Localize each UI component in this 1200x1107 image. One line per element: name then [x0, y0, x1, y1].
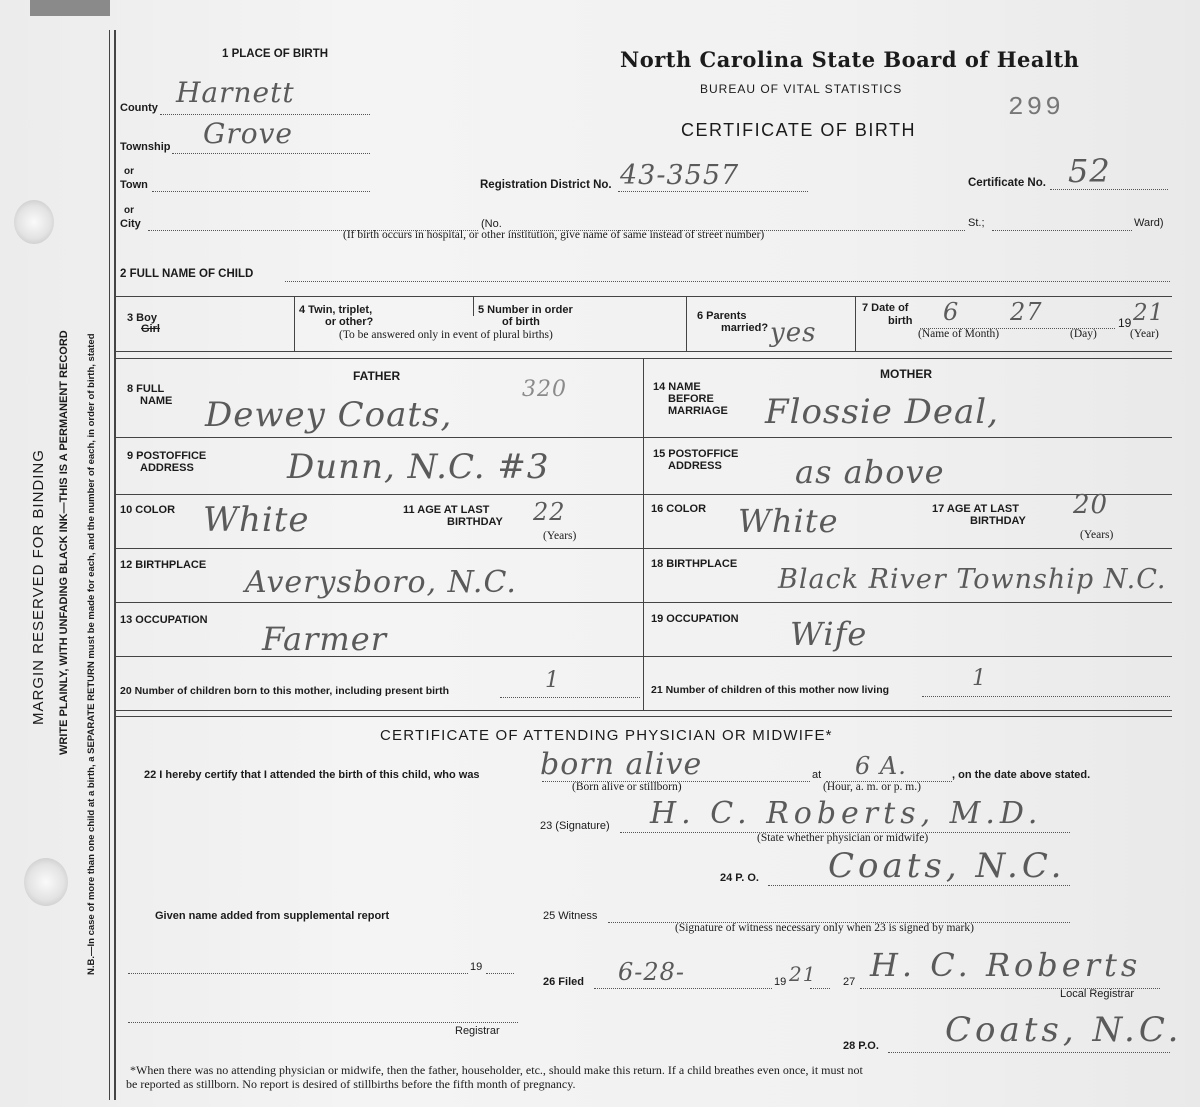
sex-girl-label: Girl	[141, 323, 160, 335]
mother-years-note: (Years)	[1080, 529, 1114, 541]
top-tab	[30, 0, 110, 16]
father-heading: FATHER	[353, 369, 401, 383]
nb-label: N.B.—In case of more than one child at a birth, a SEPARATE RETURN must be made for each, and the number of each, in order of birth, stated	[86, 333, 97, 975]
father-name-annotation: 320	[522, 377, 567, 402]
mother-po-label: 15 POSTOFFICE	[653, 448, 739, 460]
po28-label: 28 P.O.	[843, 1040, 879, 1052]
physician-heading: CERTIFICATE OF ATTENDING PHYSICIAN OR MIDWIFE*	[380, 727, 833, 744]
witness-note: (Signature of witness necessary only when 23 is signed by mark)	[675, 922, 974, 934]
stamp-number: 299	[1008, 92, 1064, 122]
plural-note: (To be answered only in event of plural births)	[339, 329, 553, 341]
parents-married-label-2: married?	[721, 322, 769, 334]
mother-name-value: Flossie Deal,	[765, 392, 999, 432]
certificate-number-value: 52	[1068, 152, 1111, 190]
father-birthplace-label: 12 BIRTHPLACE	[120, 559, 207, 571]
father-occupation-label: 13 OCCUPATION	[120, 614, 208, 626]
binding-hole-top	[14, 200, 54, 244]
born-alive-note: (Born alive or stillborn)	[572, 781, 682, 793]
at-label: at	[812, 769, 822, 781]
registration-district-value: 43-3557	[620, 160, 740, 191]
binding-hole-bottom	[24, 858, 68, 906]
mother-age-label-2: BIRTHDAY	[970, 515, 1026, 527]
birth-order-label-2: of birth	[502, 316, 540, 328]
certify-label: 22 I hereby certify that I attended the birth of this child, who was	[144, 769, 480, 781]
township-value: Grove	[203, 117, 293, 150]
hour-value: 6 A.	[855, 752, 907, 780]
place-of-birth-heading: 1 PLACE OF BIRTH	[222, 48, 329, 60]
father-po-label: 9 POSTOFFICE	[127, 450, 207, 462]
twin-label-2: or other?	[325, 316, 374, 328]
hospital-note: (If birth occurs in hospital, or other institution, give name of same instead of street number)	[343, 229, 765, 241]
mother-heading: MOTHER	[880, 367, 932, 381]
child-name-label: 2 FULL NAME OF CHILD	[120, 268, 254, 280]
street-label: St.;	[968, 217, 985, 229]
mother-age-label: 17 AGE AT LAST	[932, 503, 1019, 515]
mother-occupation-label: 19 OCCUPATION	[651, 613, 739, 625]
permanent-record-label: WRITE PLAINLY, WITH UNFADING BLACK INK—THIS IS A PERMANENT RECORD	[58, 330, 70, 755]
birth-year-prefix: 19	[1118, 316, 1132, 330]
mother-name-label: 14 NAME	[653, 381, 701, 393]
father-color-label: 10 COLOR	[120, 504, 176, 516]
date-stated-label: , on the date above stated.	[952, 769, 1091, 781]
po24-label: 24 P. O.	[720, 872, 759, 884]
board-title: North Carolina State Board of Health	[620, 47, 1080, 72]
mother-po-label-2: ADDRESS	[668, 460, 722, 472]
birth-day-value: 27	[1010, 298, 1043, 326]
father-po-value: Dunn, N.C. #3	[287, 447, 550, 487]
birth-month-value: 6	[943, 298, 960, 326]
mother-birthplace-value: Black River Township N.C.	[778, 564, 1167, 595]
hour-note: (Hour, a. m. or p. m.)	[823, 781, 921, 793]
witness-label: 25 Witness	[543, 910, 598, 922]
supplemental-label: Given name added from supplemental report	[155, 910, 390, 922]
father-age-value: 22	[533, 498, 566, 526]
filed-year-prefix: 19	[774, 976, 787, 988]
town-label: Town	[120, 179, 148, 191]
year-note: (Year)	[1130, 328, 1159, 340]
father-birthplace-value: Averysboro, N.C.	[245, 565, 517, 600]
twin-label: 4 Twin, triplet,	[299, 304, 373, 316]
township-label: Township	[120, 141, 171, 153]
children-born-value: 1	[545, 668, 560, 693]
date-of-birth-label: 7 Date of	[862, 302, 909, 314]
filed-label: 26 Filed	[543, 976, 584, 988]
local-registrar-label: Local Registrar	[1060, 988, 1134, 1000]
signature-label: 23 (Signature)	[540, 820, 610, 832]
father-name-value: Dewey Coats,	[205, 395, 453, 435]
father-occupation-value: Farmer	[262, 620, 387, 658]
filed-value: 6-28-	[618, 958, 686, 986]
father-age-label: 11 AGE AT LAST	[403, 504, 490, 516]
po24-value: Coats, N.C.	[828, 846, 1066, 886]
form-left-border	[114, 30, 116, 1100]
city-label: City	[120, 218, 141, 230]
born-alive-value: born alive	[540, 747, 703, 782]
father-age-label-2: BIRTHDAY	[447, 516, 503, 528]
registrar-left-label: Registrar	[455, 1025, 500, 1037]
certificate-number-label: Certificate No.	[968, 177, 1046, 189]
state-note: (State whether physician or midwife)	[757, 832, 929, 844]
filed-year-value: 21	[789, 962, 817, 986]
ward-label: Ward)	[1134, 217, 1164, 229]
mother-name-label-2: BEFORE	[668, 393, 714, 405]
father-name-label-2: NAME	[140, 395, 173, 407]
month-note: (Name of Month)	[918, 328, 1000, 340]
or-label-1: or	[124, 166, 134, 177]
mother-name-label-3: MARRIAGE	[668, 405, 728, 417]
or-label-2: or	[124, 205, 134, 216]
footnote-line-1: *When there was no attending physician or midwife, then the father, householder, etc., should make this return. If a child breathes even once, it must not	[130, 1063, 863, 1077]
day-note: (Day)	[1070, 328, 1097, 340]
registration-district-label: Registration District No.	[480, 179, 612, 191]
form-left-border-inner	[109, 30, 110, 1100]
po28-value: Coats, N.C.	[945, 1010, 1183, 1050]
parents-married-value: yes	[770, 318, 817, 348]
children-living-value: 1	[972, 666, 987, 691]
father-po-label-2: ADDRESS	[140, 462, 194, 474]
registrar-signature: H. C. Roberts	[870, 946, 1142, 984]
mother-birthplace-label: 18 BIRTHPLACE	[651, 558, 738, 570]
supplemental-year-19: 19	[470, 961, 483, 973]
county-value: Harnett	[176, 76, 295, 109]
mother-color-label: 16 COLOR	[651, 503, 707, 515]
mother-age-value: 20	[1073, 490, 1109, 520]
parents-married-label: 6 Parents	[697, 310, 747, 322]
father-name-label: 8 FULL	[127, 383, 165, 395]
father-color-value: White	[203, 500, 310, 540]
bureau-title: BUREAU OF VITAL STATISTICS	[700, 82, 903, 96]
mother-occupation-value: Wife	[790, 615, 868, 653]
father-years-note: (Years)	[543, 530, 577, 542]
birth-order-label: 5 Number in order	[478, 304, 573, 316]
date-of-birth-label-2: birth	[888, 315, 913, 327]
item-27-label: 27	[843, 976, 856, 988]
footnote-line-2: be reported as stillborn. No report is desired of stillbirths before the fifth month of pregnancy.	[126, 1077, 576, 1091]
county-label: County	[120, 102, 158, 114]
street-number-label: (No.	[481, 218, 502, 230]
signature-value: H. C. Roberts, M.D.	[650, 796, 1043, 831]
mother-color-value: White	[738, 502, 839, 540]
children-living-label: 21 Number of children of this mother now living	[651, 684, 890, 696]
children-born-label: 20 Number of children born to this mother, including present birth	[120, 685, 450, 697]
certificate-title: CERTIFICATE OF BIRTH	[681, 120, 917, 140]
sex-boy-label: 3 Boy	[127, 312, 157, 324]
birth-year-value: 21	[1133, 300, 1165, 326]
binding-margin-label: MARGIN RESERVED FOR BINDING	[30, 449, 47, 725]
mother-po-value: as above	[795, 453, 945, 491]
